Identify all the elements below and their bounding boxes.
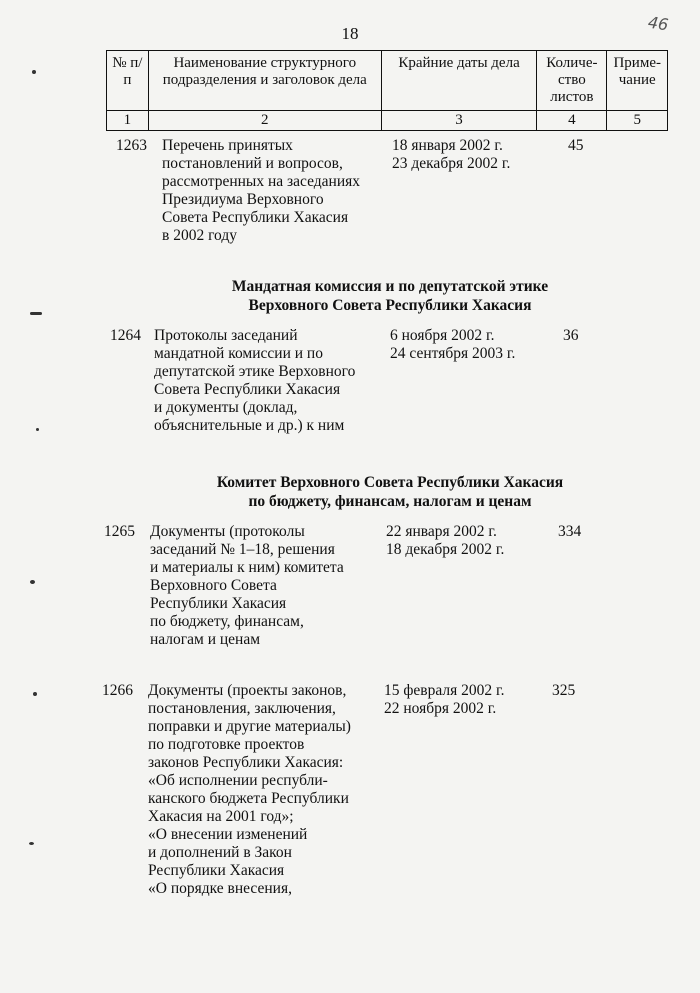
entry-date-end: 22 ноября 2002 г. (384, 700, 497, 717)
header-col-number: № п/п (107, 51, 149, 111)
scan-speck (30, 580, 35, 584)
entry-dates (390, 327, 515, 363)
entry-title-line: по бюджету, финансам, (150, 613, 304, 630)
entry-title-line: в 2002 году (162, 227, 237, 244)
entry-date-start: 6 ноября 2002 г. (390, 327, 495, 344)
entry-title-line: мандатной комиссии и по (154, 345, 323, 362)
entry-title-line: поправки и другие материалы) (148, 718, 351, 735)
entry-title-line: и материалы к ним) комитета (150, 559, 344, 576)
entry-title-line: канского бюджета Республики (148, 790, 349, 807)
entry-title-line: Протоколы заседаний (154, 327, 298, 344)
entry-sheet-count: 325 (552, 682, 576, 699)
page-number: 18 (341, 24, 359, 43)
entry-date-start: 22 января 2002 г. (386, 523, 497, 540)
entry-dates (384, 682, 504, 718)
entry-title-line: депутатской этике Верховного (154, 363, 356, 380)
entry-title (150, 523, 382, 649)
entry-title-line: «О внесении изменений (148, 826, 308, 843)
entry-title-line: и документы (доклад, (154, 399, 298, 416)
scan-speck (32, 70, 36, 74)
header-num-1: 1 (107, 111, 149, 131)
entry-number: 1266 (102, 682, 133, 699)
table-header (106, 50, 668, 131)
entry-date-end: 18 декабря 2002 г. (386, 541, 505, 558)
scan-speck (30, 312, 42, 315)
entry-title-line: Перечень принятых (162, 137, 293, 154)
entry-sheet-count: 45 (568, 137, 584, 154)
entry-sheet-count: 36 (563, 327, 579, 344)
section-heading-line: Мандатная комиссия и по депутатской этике (231, 278, 549, 295)
entry-sheet-count: 334 (558, 523, 582, 540)
entry-title-line: Хакасия на 2001 год»; (148, 808, 294, 825)
entry-title-line: заседаний № 1–18, решения (150, 541, 335, 558)
header-col-notes: Приме-чание (607, 51, 668, 111)
entry-title-line: Совета Республики Хакасия (162, 209, 349, 226)
header-num-3: 3 (381, 111, 536, 131)
entry-title (148, 682, 380, 898)
entry-title-line: Республики Хакасия (150, 595, 287, 612)
header-col-sheets: Количе-ство листов (537, 51, 607, 111)
entry-number: 1264 (110, 327, 141, 344)
entry-title-line: налогам и ценам (150, 631, 261, 648)
entry-title-line: постановления, заключения, (148, 700, 336, 717)
entry-title-line: рассмотренных на заседаниях (162, 173, 360, 190)
entry-title-line: Верховного Совета (150, 577, 277, 594)
section-heading-mandate-commission (110, 277, 670, 315)
entry-title (154, 327, 386, 435)
section-heading-line: по бюджету, финансам, налогам и ценам (248, 493, 532, 510)
entry-date-start: 18 января 2002 г. (392, 137, 503, 154)
entry-title-line: Документы (проекты законов, (148, 682, 347, 699)
section-heading-budget-committee (110, 473, 670, 511)
scan-speck (36, 428, 39, 431)
entry-title-line: и дополнений в Закон (148, 844, 292, 861)
entry-title-line: Республики Хакасия (148, 862, 285, 879)
entry-number: 1265 (104, 523, 135, 540)
section-heading-line: Комитет Верховного Совета Республики Хакасия (216, 474, 564, 491)
header-row (107, 51, 668, 111)
scan-speck (29, 842, 34, 845)
header-num-2: 2 (148, 111, 381, 131)
section-heading-line: Верховного Совета Республики Хакасия (248, 297, 532, 314)
header-numbers-row (107, 111, 668, 131)
entry-title-line: по подготовке проектов (148, 736, 305, 753)
entry-title-line: Совета Республики Хакасия (154, 381, 341, 398)
entry-title-line: объяснительные и др.) к ним (154, 417, 345, 434)
entry-date-end: 24 сентября 2003 г. (390, 345, 516, 362)
header-col-name: Наименование структурного подразделения и заголовок дела (148, 51, 381, 111)
scan-speck (33, 692, 37, 696)
entry-date-end: 23 декабря 2002 г. (392, 155, 511, 172)
entry-date-start: 15 февраля 2002 г. (384, 682, 505, 699)
handwritten-page-note: 46 (646, 12, 670, 35)
header-num-5: 5 (607, 111, 668, 131)
entry-title-line: постановлений и вопросов, (162, 155, 343, 172)
entry-title (162, 137, 394, 245)
entry-title-line: Президиума Верховного (162, 191, 324, 208)
entry-number: 1263 (116, 137, 147, 154)
entry-title-line: Документы (протоколы (150, 523, 305, 540)
entry-dates (392, 137, 510, 173)
header-col-dates: Крайние даты дела (381, 51, 536, 111)
entry-title-line: законов Республики Хакасия: (148, 754, 344, 771)
entry-dates (386, 523, 504, 559)
entry-title-line: «Об исполнении республи- (148, 772, 328, 789)
header-num-4: 4 (537, 111, 607, 131)
entry-title-line: «О порядке внесения, (148, 880, 292, 897)
